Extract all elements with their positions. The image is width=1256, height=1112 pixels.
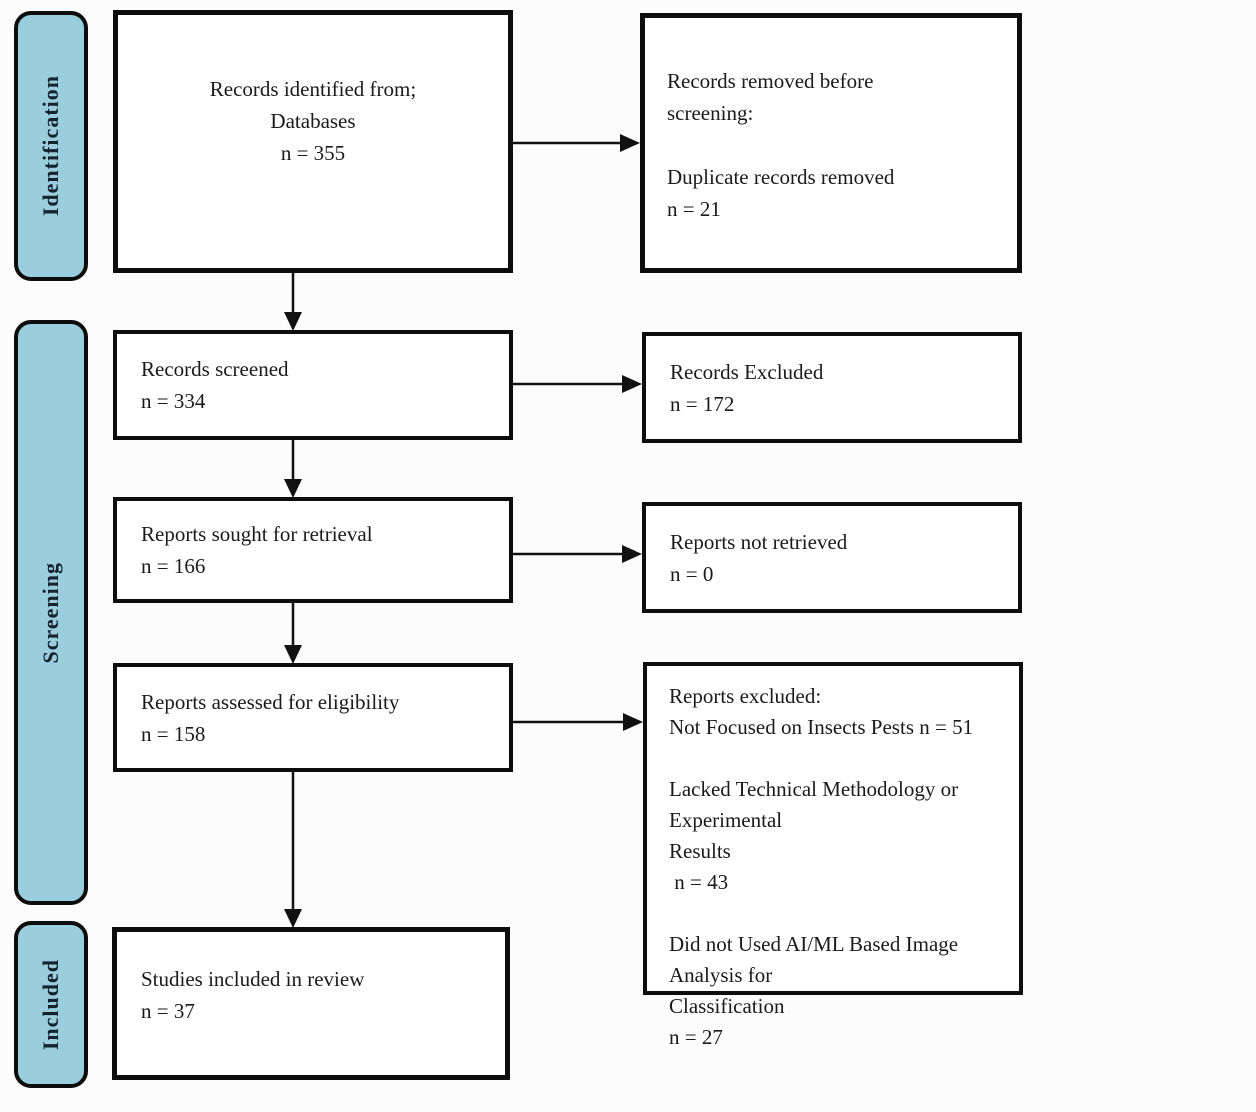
arrow-sought-to-not-retrieved bbox=[513, 545, 642, 563]
records-removed-line: Records removed before bbox=[667, 69, 874, 93]
stage-bar-screening bbox=[14, 320, 88, 905]
reports-sought-line: Reports sought for retrieval bbox=[141, 522, 373, 546]
records-excluded-line: Records Excluded bbox=[670, 359, 824, 384]
records-removed-count: n = 21 bbox=[667, 197, 721, 221]
records-identified-line: Databases bbox=[270, 109, 356, 133]
reports-not-retrieved-count: n = 0 bbox=[670, 561, 714, 586]
exclusion-reason: Lacked Technical Methodology or Experimental bbox=[669, 777, 964, 832]
arrow-screened-to-sought bbox=[284, 440, 302, 498]
arrow-screened-to-excluded bbox=[513, 375, 642, 393]
exclusion-reason: Not Focused on Insects Pests n = 51 bbox=[669, 715, 974, 739]
records-screened-line: Records screened bbox=[141, 357, 289, 381]
records-identified-line: Records identified from; bbox=[209, 77, 417, 101]
arrow-identified-to-screened bbox=[284, 273, 302, 331]
box-records-removed-before-screening bbox=[640, 13, 1022, 273]
blank-line bbox=[669, 743, 1003, 774]
studies-included-line: Studies included in review bbox=[141, 967, 365, 991]
arrow-sought-to-assessed bbox=[284, 603, 302, 664]
reports-sought-count: n = 166 bbox=[141, 554, 206, 578]
box-records-identified bbox=[113, 10, 513, 273]
box-records-excluded bbox=[642, 332, 1022, 443]
exclusion-reason: Did not Used AI/ML Based Image Analysis for bbox=[669, 932, 963, 987]
box-studies-included bbox=[112, 927, 510, 1080]
box-reports-not-retrieved bbox=[642, 502, 1022, 613]
exclusion-count: n = 27 bbox=[669, 1025, 723, 1049]
reports-not-retrieved-line: Reports not retrieved bbox=[670, 529, 848, 554]
records-identified-count: n = 355 bbox=[280, 141, 346, 165]
blank-line bbox=[667, 129, 999, 161]
box-reports-assessed bbox=[113, 663, 513, 772]
records-removed-line: Duplicate records removed bbox=[667, 165, 895, 189]
reports-assessed-line: Reports assessed for eligibility bbox=[141, 689, 400, 714]
exclusion-reason: Classification bbox=[669, 994, 785, 1018]
box-reports-excluded-reasons bbox=[643, 662, 1023, 1049]
records-removed-line: screening: bbox=[667, 101, 754, 125]
box-records-screened bbox=[113, 330, 513, 440]
stage-label-included: Included bbox=[38, 958, 63, 1051]
reports-excluded-heading: Reports excluded: bbox=[669, 684, 822, 708]
records-screened-count: n = 334 bbox=[141, 389, 206, 413]
box-reports-sought bbox=[113, 497, 513, 603]
stage-bar-identification bbox=[14, 11, 88, 281]
exclusion-reason: Results bbox=[669, 839, 731, 863]
arrow-identified-to-removed bbox=[513, 134, 640, 152]
stage-label-screening: Screening bbox=[38, 561, 63, 664]
exclusion-count: n = 43 bbox=[669, 870, 729, 894]
studies-included-count: n = 37 bbox=[141, 999, 195, 1023]
records-excluded-count: n = 172 bbox=[670, 391, 735, 416]
arrow-assessed-to-reports-excluded bbox=[513, 713, 643, 731]
arrow-assessed-to-included bbox=[284, 772, 302, 928]
stage-bar-included bbox=[14, 921, 88, 1088]
stage-label-identification: Identification bbox=[38, 75, 63, 217]
reports-assessed-count: n = 158 bbox=[141, 721, 206, 746]
blank-line bbox=[669, 898, 1003, 929]
